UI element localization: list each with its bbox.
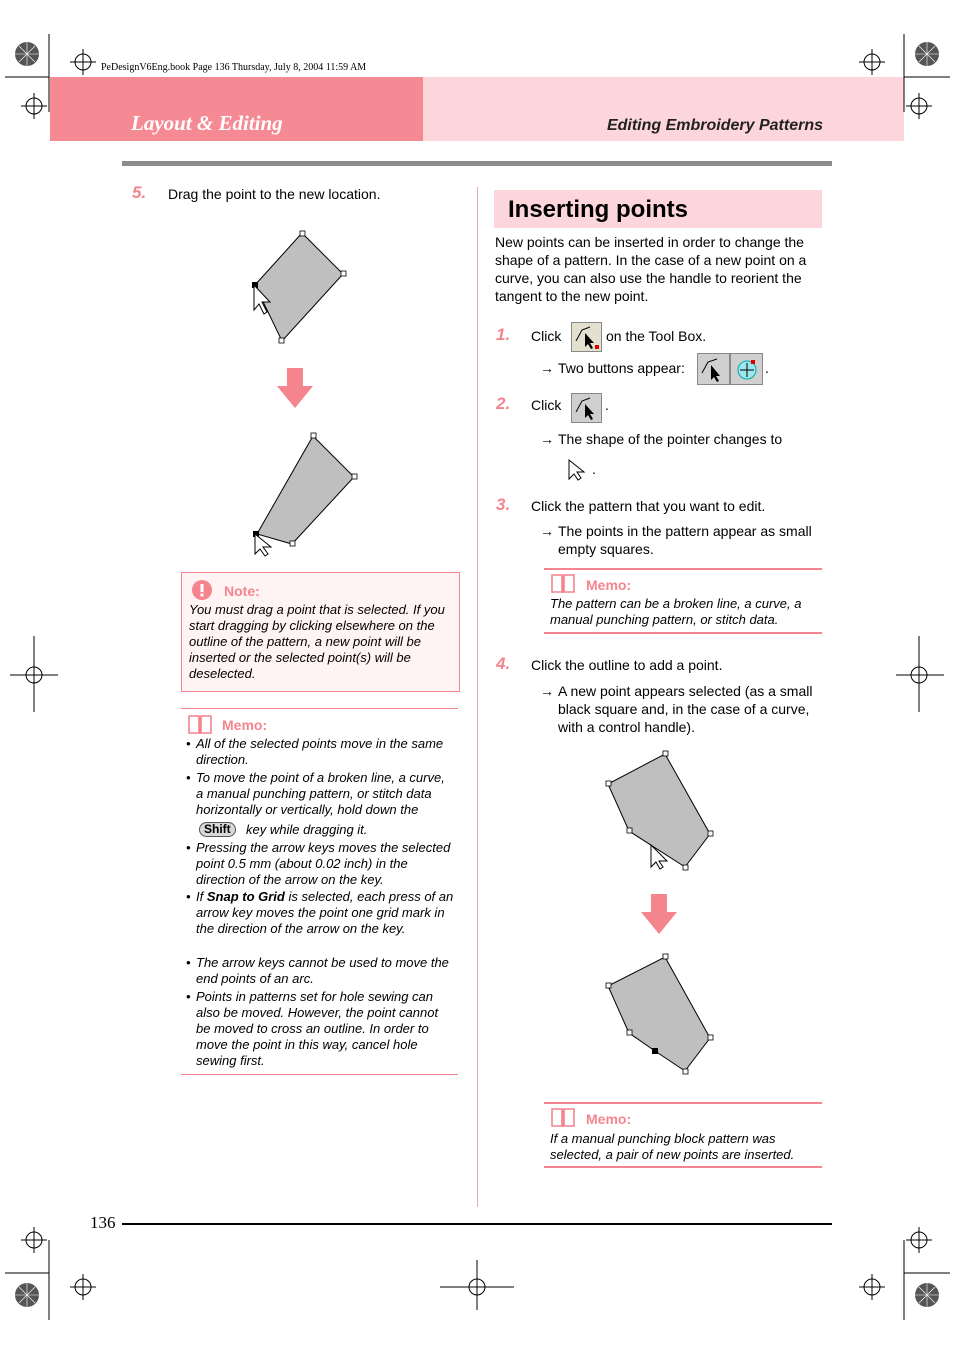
- result-arrow: →: [540, 683, 554, 699]
- pattern-before-drag-illustration: [245, 225, 365, 350]
- down-arrow-icon: [641, 894, 677, 936]
- memo-item-2: To move the point of a broken line, a curve, a manual punching pattern, or stitch data horizontally or vertically, hold down the: [196, 770, 445, 817]
- punctuation-period: .: [592, 461, 596, 477]
- memo1-top-rule: [544, 568, 822, 570]
- memo-item-1: All of the selected points move in the same direction.: [196, 736, 444, 767]
- step-1-number: 1.: [496, 325, 511, 344]
- insert-point-tool-icon: [571, 393, 602, 423]
- footer-rule: [122, 1223, 832, 1225]
- step-2-click: Click: [531, 397, 562, 413]
- step-2-result: The shape of the pointer changes to: [558, 431, 783, 447]
- edit-handle-button-icon: [730, 353, 763, 385]
- insert-point-button-icon: [697, 353, 730, 385]
- page-number: 136: [90, 1213, 116, 1232]
- memo-item-2-cont: key while dragging it.: [246, 822, 368, 837]
- memo2-bottom-rule: [544, 1166, 822, 1168]
- step-1-text: on the Tool Box.: [606, 328, 707, 344]
- memo-bottom-rule: [181, 1074, 458, 1075]
- memo-item-4-prefix: If: [196, 889, 204, 904]
- step-5-text: Drag the point to the new location.: [168, 186, 381, 202]
- note-text: You must drag a point that is selected. If you start dragging by clicking elsewhere on the outline of the pattern, a new point will be inserted or the selected point(s) will be deselected.: [189, 602, 445, 681]
- step-3-text: Click the pattern that you want to edit.: [531, 498, 766, 514]
- memo1-title: Memo:: [586, 577, 632, 593]
- memo-bullet: •: [186, 889, 191, 904]
- note-title: Note:: [224, 583, 260, 599]
- memo2-title: Memo:: [586, 1111, 632, 1127]
- pattern-before-insert-illustration: [600, 745, 720, 875]
- memo-bullet: •: [186, 736, 191, 751]
- memo-title-left: Memo:: [222, 717, 268, 733]
- pattern-after-drag-illustration: [245, 428, 365, 558]
- memo-bullet: •: [186, 955, 191, 970]
- snap-to-grid-label: Snap to Grid: [206, 889, 285, 904]
- book-icon: [187, 713, 213, 735]
- pattern-after-insert-illustration: [600, 948, 720, 1078]
- memo-item-4: [196, 889, 454, 937]
- step-1-result: Two buttons appear:: [558, 360, 685, 376]
- memo-bullet: •: [186, 770, 191, 785]
- point-edit-tool-icon: [571, 322, 602, 352]
- memo2-top-rule: [544, 1102, 822, 1104]
- file-info: PeDesignV6Eng.book Page 136 Thursday, July 8, 2004 11:59 AM: [101, 62, 367, 73]
- memo1-text: The pattern can be a broken line, a curve, a manual punching pattern, or stitch data.: [550, 596, 802, 627]
- step-5-number: 5.: [132, 183, 147, 202]
- memo1-bottom-rule: [544, 632, 822, 634]
- punctuation-period: .: [605, 397, 609, 413]
- warning-icon: [190, 580, 214, 600]
- result-arrow: →: [540, 523, 554, 539]
- memo-item-4-rest: is selected, each press of an arrow key moves the point one grid mark in the direction of the arrow on the key.: [196, 889, 454, 936]
- book-icon: [550, 1106, 576, 1128]
- step-2-number: 2.: [496, 394, 511, 413]
- shift-key-icon: Shift: [199, 822, 236, 837]
- step-1-click: Click: [531, 328, 562, 344]
- memo-item-6: Points in patterns set for hole sewing can also be moved. However, the point cannot be moved to cross an outline. In order to move the point in this way, cancel hole sewing first.: [196, 989, 439, 1068]
- memo-top-rule: [181, 708, 458, 709]
- punctuation-period: .: [765, 360, 769, 376]
- step-4-result: A new point appears selected (as a small black square and, in the case of a curve, with a control handle).: [558, 683, 813, 735]
- result-arrow: →: [540, 360, 554, 376]
- step-3-number: 3.: [496, 495, 511, 514]
- result-arrow: →: [540, 431, 554, 447]
- down-arrow-icon: [277, 368, 313, 410]
- section-title: Layout & Editing: [131, 111, 283, 135]
- page-title: Inserting points: [508, 196, 688, 223]
- memo-item-3: Pressing the arrow keys moves the selected point 0.5 mm (about 0.02 inch) in the direction of the arrow on the key.: [196, 840, 451, 887]
- memo2-text: If a manual punching block pattern was selected, a pair of new points are inserted.: [550, 1131, 795, 1162]
- book-icon: [550, 572, 576, 594]
- intro-text: New points can be inserted in order to change the shape of a pattern. In the case of a new point on a curve, you can also use the handle to reorient the tangent to the new point.: [495, 234, 807, 304]
- insert-pointer-icon: [566, 458, 588, 482]
- step-4-text: Click the outline to add a point.: [531, 657, 723, 673]
- memo-item-5: The arrow keys cannot be used to move the end points of an arc.: [196, 955, 449, 986]
- chapter-title: Editing Embroidery Patterns: [606, 117, 823, 134]
- memo-bullet: •: [186, 989, 191, 1004]
- memo-bullet: •: [186, 840, 191, 855]
- step-4-number: 4.: [496, 654, 511, 673]
- step-3-result: The points in the pattern appear as small empty squares.: [558, 523, 812, 557]
